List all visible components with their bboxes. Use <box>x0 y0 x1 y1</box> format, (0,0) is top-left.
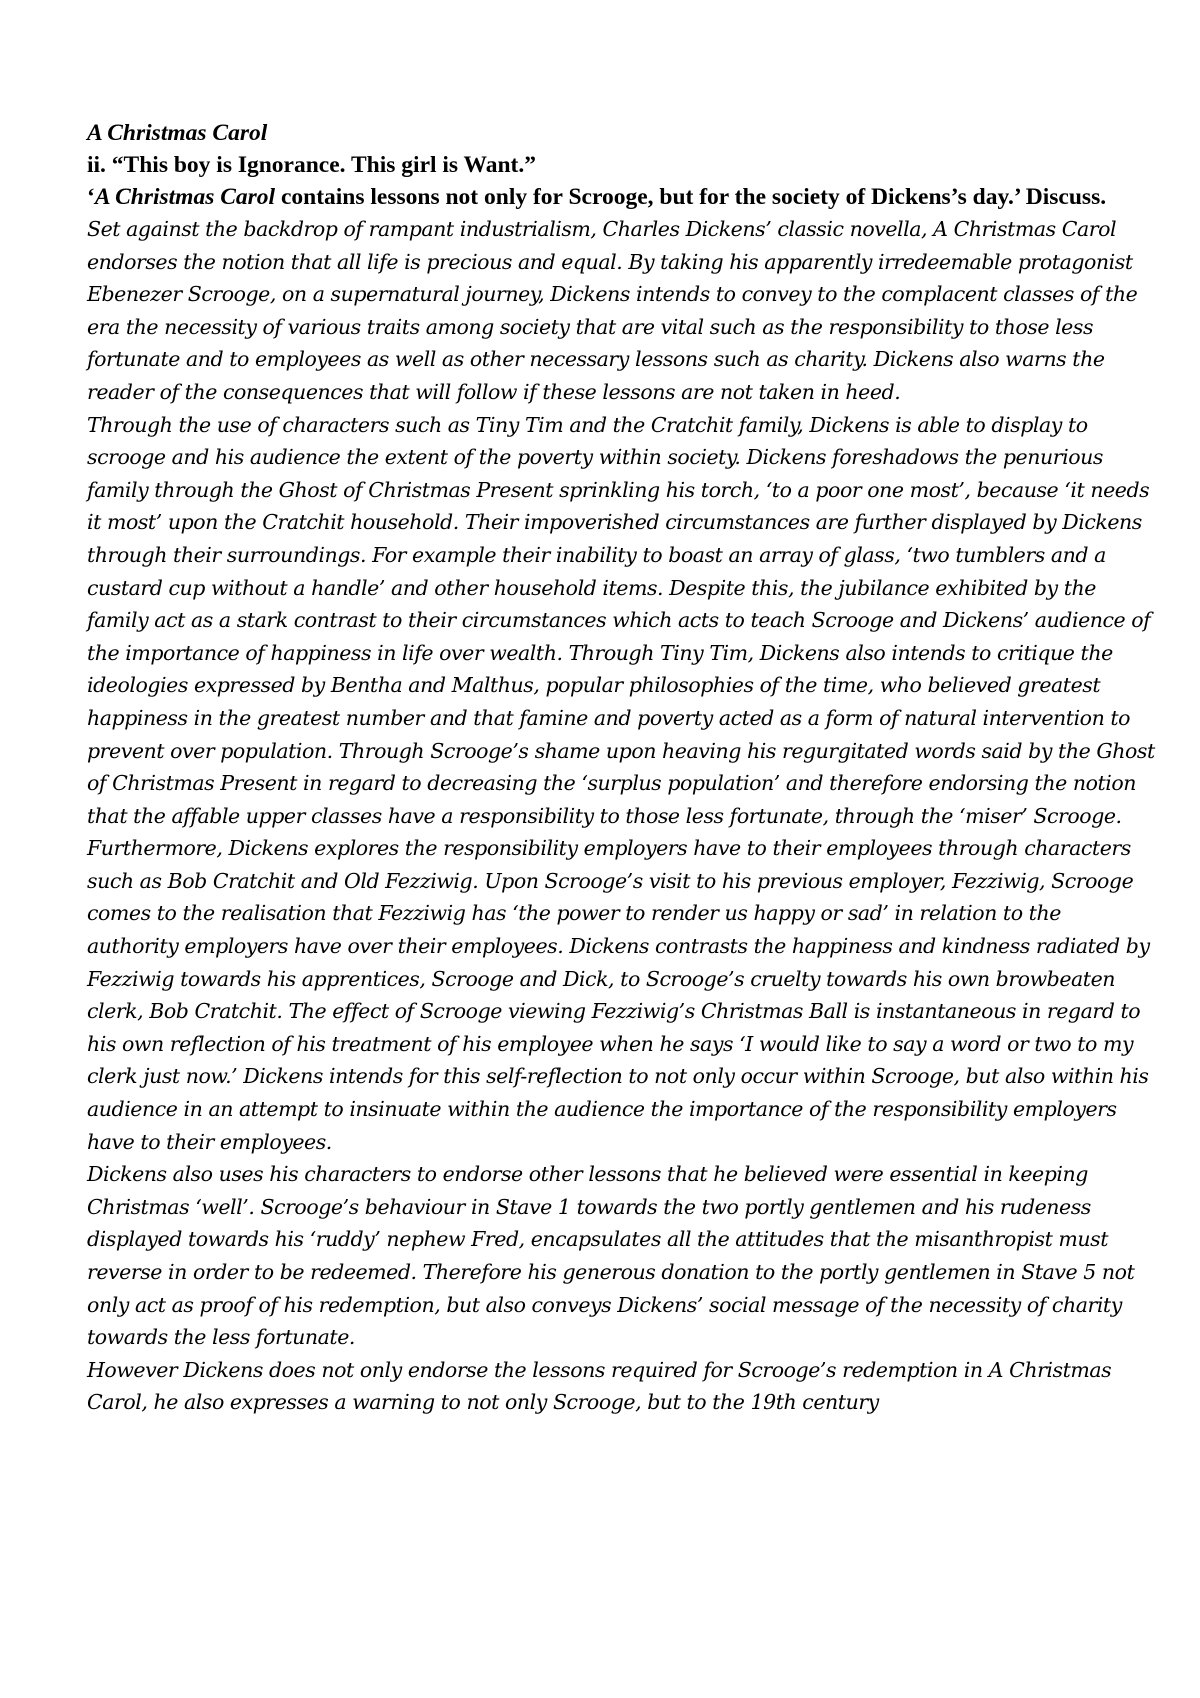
essay-paragraph-employers: Furthermore, Dickens explores the responsibility employers have to their employees through characters such as Bob Cratchit and Old Fezziwig. Upon Scrooge’s visit to his previous employer, Fezziwig, Scrooge comes to the realisation that Fezziwig has ‘the power to render us happy or sad’ in relation to the authority employers have over their employees. Dickens contrasts the happiness and kindness radiated by Fezziwig towards his apprentices, Scrooge and Dick, to Scrooge’s cruelty towards his own browbeaten clerk, Bob Cratchit. The effect of Scrooge viewing Fezziwig’s Christmas Ball is instantaneous in regard to his own reflection of his treatment of his employee when he says ‘I would like to say a word or two to my clerk just now.’ Dickens intends for this self-reflection to not only occur within Scrooge, but also within his audience in an attempt to insinuate within the audience the importance of the responsibility employers have to their employees. <box>87 836 1150 1154</box>
question-text: contains lessons not only for Scrooge, but for the society of Dickens’s day.’ Discuss. <box>275 184 1107 210</box>
document-title: A Christmas Carol <box>87 120 268 146</box>
essay-paragraph-intro: Set against the backdrop of rampant industrialism, Charles Dickens’ classic novella, A Christmas Carol endorses the notion that all life is precious and equal. By taking his apparently irredeemable protagonist Ebenezer Scrooge, on a supernatural journey, Dickens intends to convey to the complacent classes of the era the necessity of various traits among society that are vital such as the responsibility to those less fortunate and to employees as well as other necessary lessons such as charity. Dickens also warns the reader of the consequences that will follow if these lessons are not taken in heed. <box>87 217 1138 404</box>
essay-subtitle: ii. “This boy is Ignorance. This girl is Want.” <box>87 151 537 178</box>
essay-question <box>87 181 1157 213</box>
document-page <box>87 118 1157 1419</box>
question-quote-mark: ‘ <box>87 184 95 210</box>
essay-paragraph-warning: However Dickens does not only endorse the lessons required for Scrooge’s redemption in A Christmas Carol, he also expresses a warning to not only Scrooge, but to the 19th century <box>87 1357 1112 1415</box>
essay-paragraph-poverty: Through the use of characters such as Tiny Tim and the Cratchit family, Dickens is able to display to scrooge and his audience the extent of the poverty within society. Dickens foreshadows the penurious family through the Ghost of Christmas Present sprinkling his torch, ‘to a poor one most’, because ‘it needs it most’ upon the Cratchit household. Their impoverished circumstances are further displayed by Dickens through their surroundings. For example their inability to boast an array of glass, ‘two tumblers and a custard cup without a handle’ and other household items. Despite this, the jubilance exhibited by the family act as a stark contrast to their circumstances which acts to teach Scrooge and Dickens’ audience of the importance of happiness in life over wealth. Through Tiny Tim, Dickens also intends to critique the ideologies expressed by Bentha and Malthus, popular philosophies of the time, who believed greatest happiness in the greatest number and that famine and poverty acted as a form of natural intervention to prevent over population. Through Scrooge’s shame upon heaving his regurgitated words said by the Ghost of Christmas Present in regard to decreasing the ‘surplus population’ and therefore endorsing the notion that the affable upper classes have a responsibility to those less fortunate, through the ‘miser’ Scrooge. <box>87 412 1155 828</box>
question-book-title: A Christmas Carol <box>94 184 276 210</box>
essay-paragraph-charity: Dickens also uses his characters to endorse other lessons that he believed were essential in keeping Christmas ‘well’. Scrooge’s behaviour in Stave 1 towards the two portly gentlemen and his rudeness displayed towards his ‘ruddy’ nephew Fred, encapsulates all the attitudes that the misanthropist must reverse in order to be redeemed. Therefore his generous donation to the portly gentlemen in Stave 5 not only act as proof of his redemption, but also conveys Dickens’ social message of the necessity of charity towards the less fortunate. <box>87 1162 1135 1350</box>
